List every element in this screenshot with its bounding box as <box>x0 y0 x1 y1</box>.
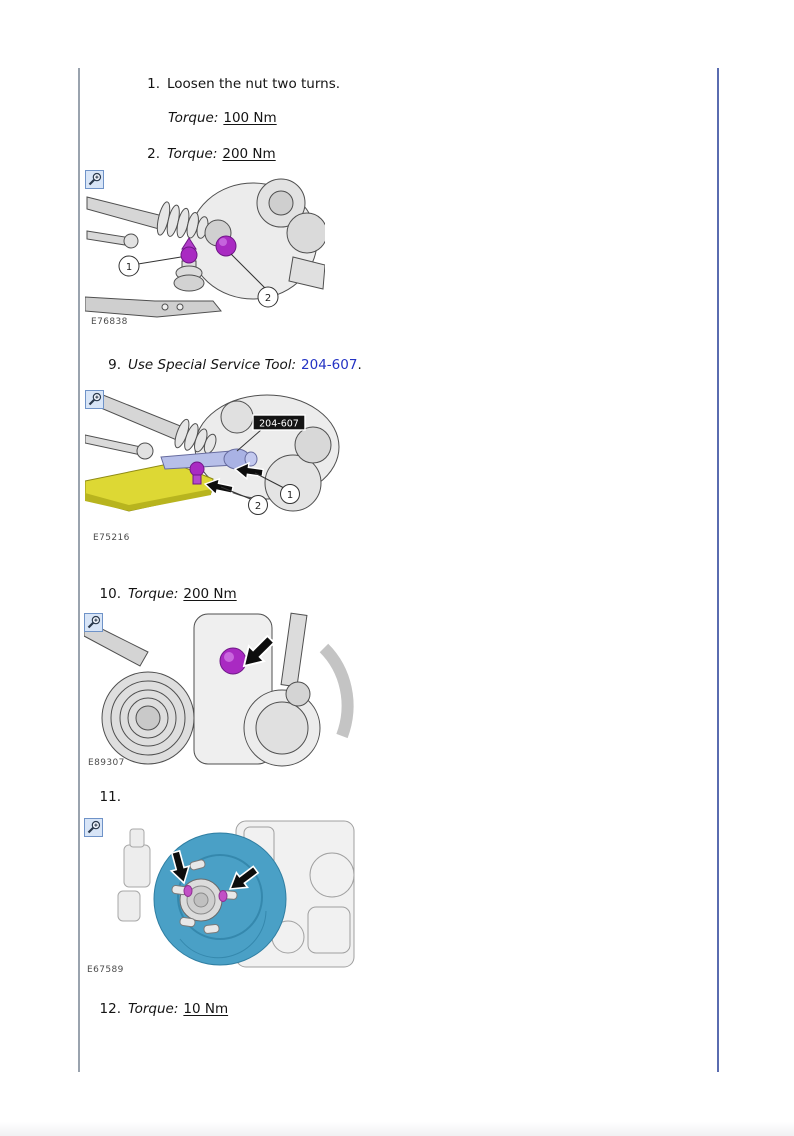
step-2-number: 2. <box>147 146 160 162</box>
figure2-illustration <box>85 389 357 544</box>
callout-2: 2 <box>254 501 262 512</box>
magnifier-plus-icon <box>87 392 102 407</box>
page-bottom-edge <box>0 1122 794 1136</box>
special-tool-link[interactable]: 204-607 <box>301 357 358 373</box>
zoom-icon[interactable] <box>84 613 103 632</box>
zoom-icon[interactable] <box>85 390 104 409</box>
step-10 <box>98 586 237 602</box>
step-9 <box>98 357 362 373</box>
step-1-torque <box>168 110 277 126</box>
figure-e75216 <box>85 389 357 547</box>
torque-value: 200 Nm <box>222 146 276 162</box>
torque-value: 200 Nm <box>183 586 237 602</box>
callout-2: 2 <box>264 293 272 304</box>
magnifier-plus-icon <box>86 820 101 835</box>
zoom-icon[interactable] <box>85 170 104 189</box>
right-border-rule <box>717 68 719 1072</box>
figure-e76838 <box>85 169 325 334</box>
figure3-illustration <box>84 612 360 767</box>
step-1-text: Loosen the nut two turns. <box>167 76 341 92</box>
torque-label: Torque: <box>167 146 218 162</box>
step-12-number: 12. <box>99 1001 121 1017</box>
magnifier-plus-icon <box>86 615 101 630</box>
magnifier-plus-icon <box>87 172 102 187</box>
left-border-rule <box>78 68 80 1072</box>
step-9-period: . <box>357 357 362 373</box>
torque-label: Torque: <box>128 1001 179 1017</box>
figure-code: E76838 <box>91 317 128 327</box>
callout-1: 1 <box>125 262 133 273</box>
figure-e67589 <box>84 817 364 977</box>
step-9-text: Use Special Service Tool: <box>128 357 297 373</box>
step-12 <box>98 1001 228 1017</box>
step-11-number: 11. <box>99 789 121 805</box>
figure-code: E75216 <box>93 533 130 543</box>
torque-label: Torque: <box>128 586 179 602</box>
step-9-number: 9. <box>108 357 121 373</box>
figure-code: E89307 <box>88 758 125 768</box>
figure4-illustration <box>84 817 364 972</box>
torque-value: 10 Nm <box>183 1001 229 1017</box>
figure-code: E67589 <box>87 965 124 975</box>
step-2 <box>147 146 276 162</box>
step-11 <box>98 789 128 805</box>
callout-1: 1 <box>286 490 294 501</box>
tool-tag-label: 204-607 <box>259 418 299 430</box>
figure1-illustration <box>85 169 325 329</box>
figure-e89307 <box>84 612 360 770</box>
step-1 <box>147 76 340 92</box>
step-10-number: 10. <box>99 586 121 602</box>
zoom-icon[interactable] <box>84 818 103 837</box>
step-1-number: 1. <box>147 76 160 92</box>
torque-value: 100 Nm <box>223 110 277 126</box>
torque-label: Torque: <box>168 110 219 126</box>
